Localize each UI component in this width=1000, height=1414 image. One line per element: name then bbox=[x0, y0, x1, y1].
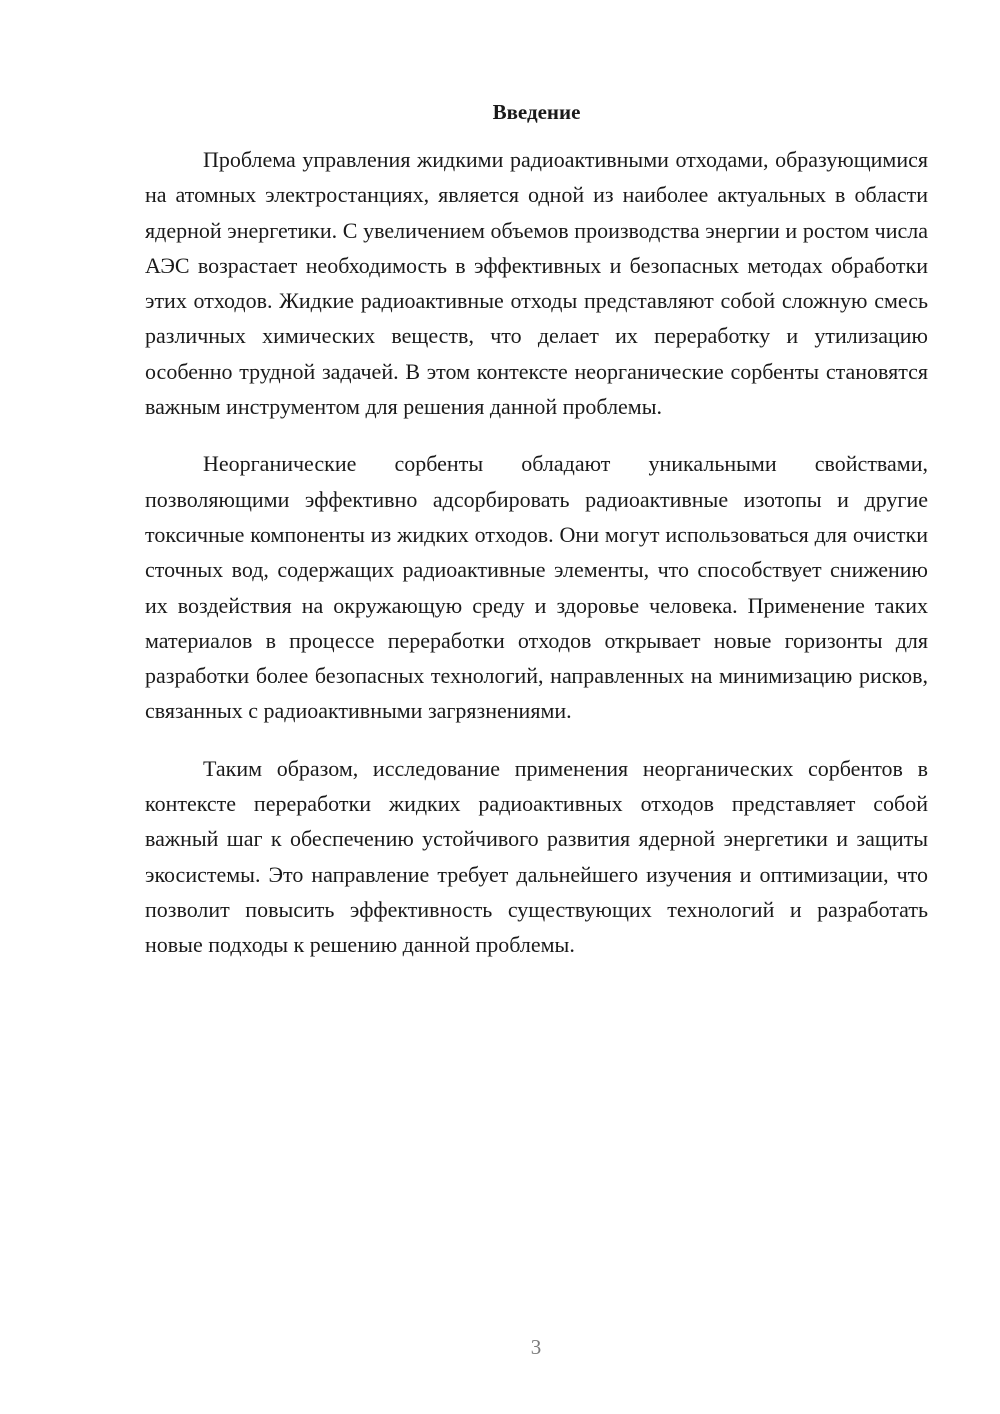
paragraph-2: Неорганические сорбенты обладают уникальными свойствами, позволяющими эффективно адсорбировать радиоактивные изотопы и другие токсичные компоненты из жидких отходов. Они могут использоваться для очистки сточных вод, содержащих радиоактивные элементы, что способствует снижению их воздействия на окружающую среду и здоровье человека. Применение таких материалов в процессе переработки отходов открывает новые горизонты для разработки более безопасных технологий, направленных на минимизацию рисков, связанных с радиоактивными загрязнениями. bbox=[145, 451, 928, 724]
section-heading: Введение bbox=[492, 100, 581, 124]
page-number: 3 bbox=[530, 1335, 542, 1359]
paragraph-3: Таким образом, исследование применения неорганических сорбентов в контексте переработки жидких радиоактивных отходов представляет собой важный шаг к обеспечению устойчивого развития ядерной энергетики и защиты экосистемы. Это направление требует дальнейшего изучения и оптимизации, что позволит повысить эффективность существующих технологий и разработать новые подходы к решению данной проблемы. bbox=[145, 755, 928, 958]
body-text bbox=[145, 142, 928, 963]
paragraph-1: Проблема управления жидкими радиоактивными отходами, образующимися на атомных электростанциях, является одной из наиболее актуальных в области ядерной энергетики. С увеличением объемов производства энергии и ростом числа АЭС возрастает необходимость в эффективных и безопасных методах обработки этих отходов. Жидкие радиоактивные отходы представляют собой сложную смесь различных химических веществ, что делает их переработку и утилизацию особенно трудной задачей. В этом контексте неорганические сорбенты становятся важным инструментом для решения данной проблемы. bbox=[145, 147, 928, 420]
